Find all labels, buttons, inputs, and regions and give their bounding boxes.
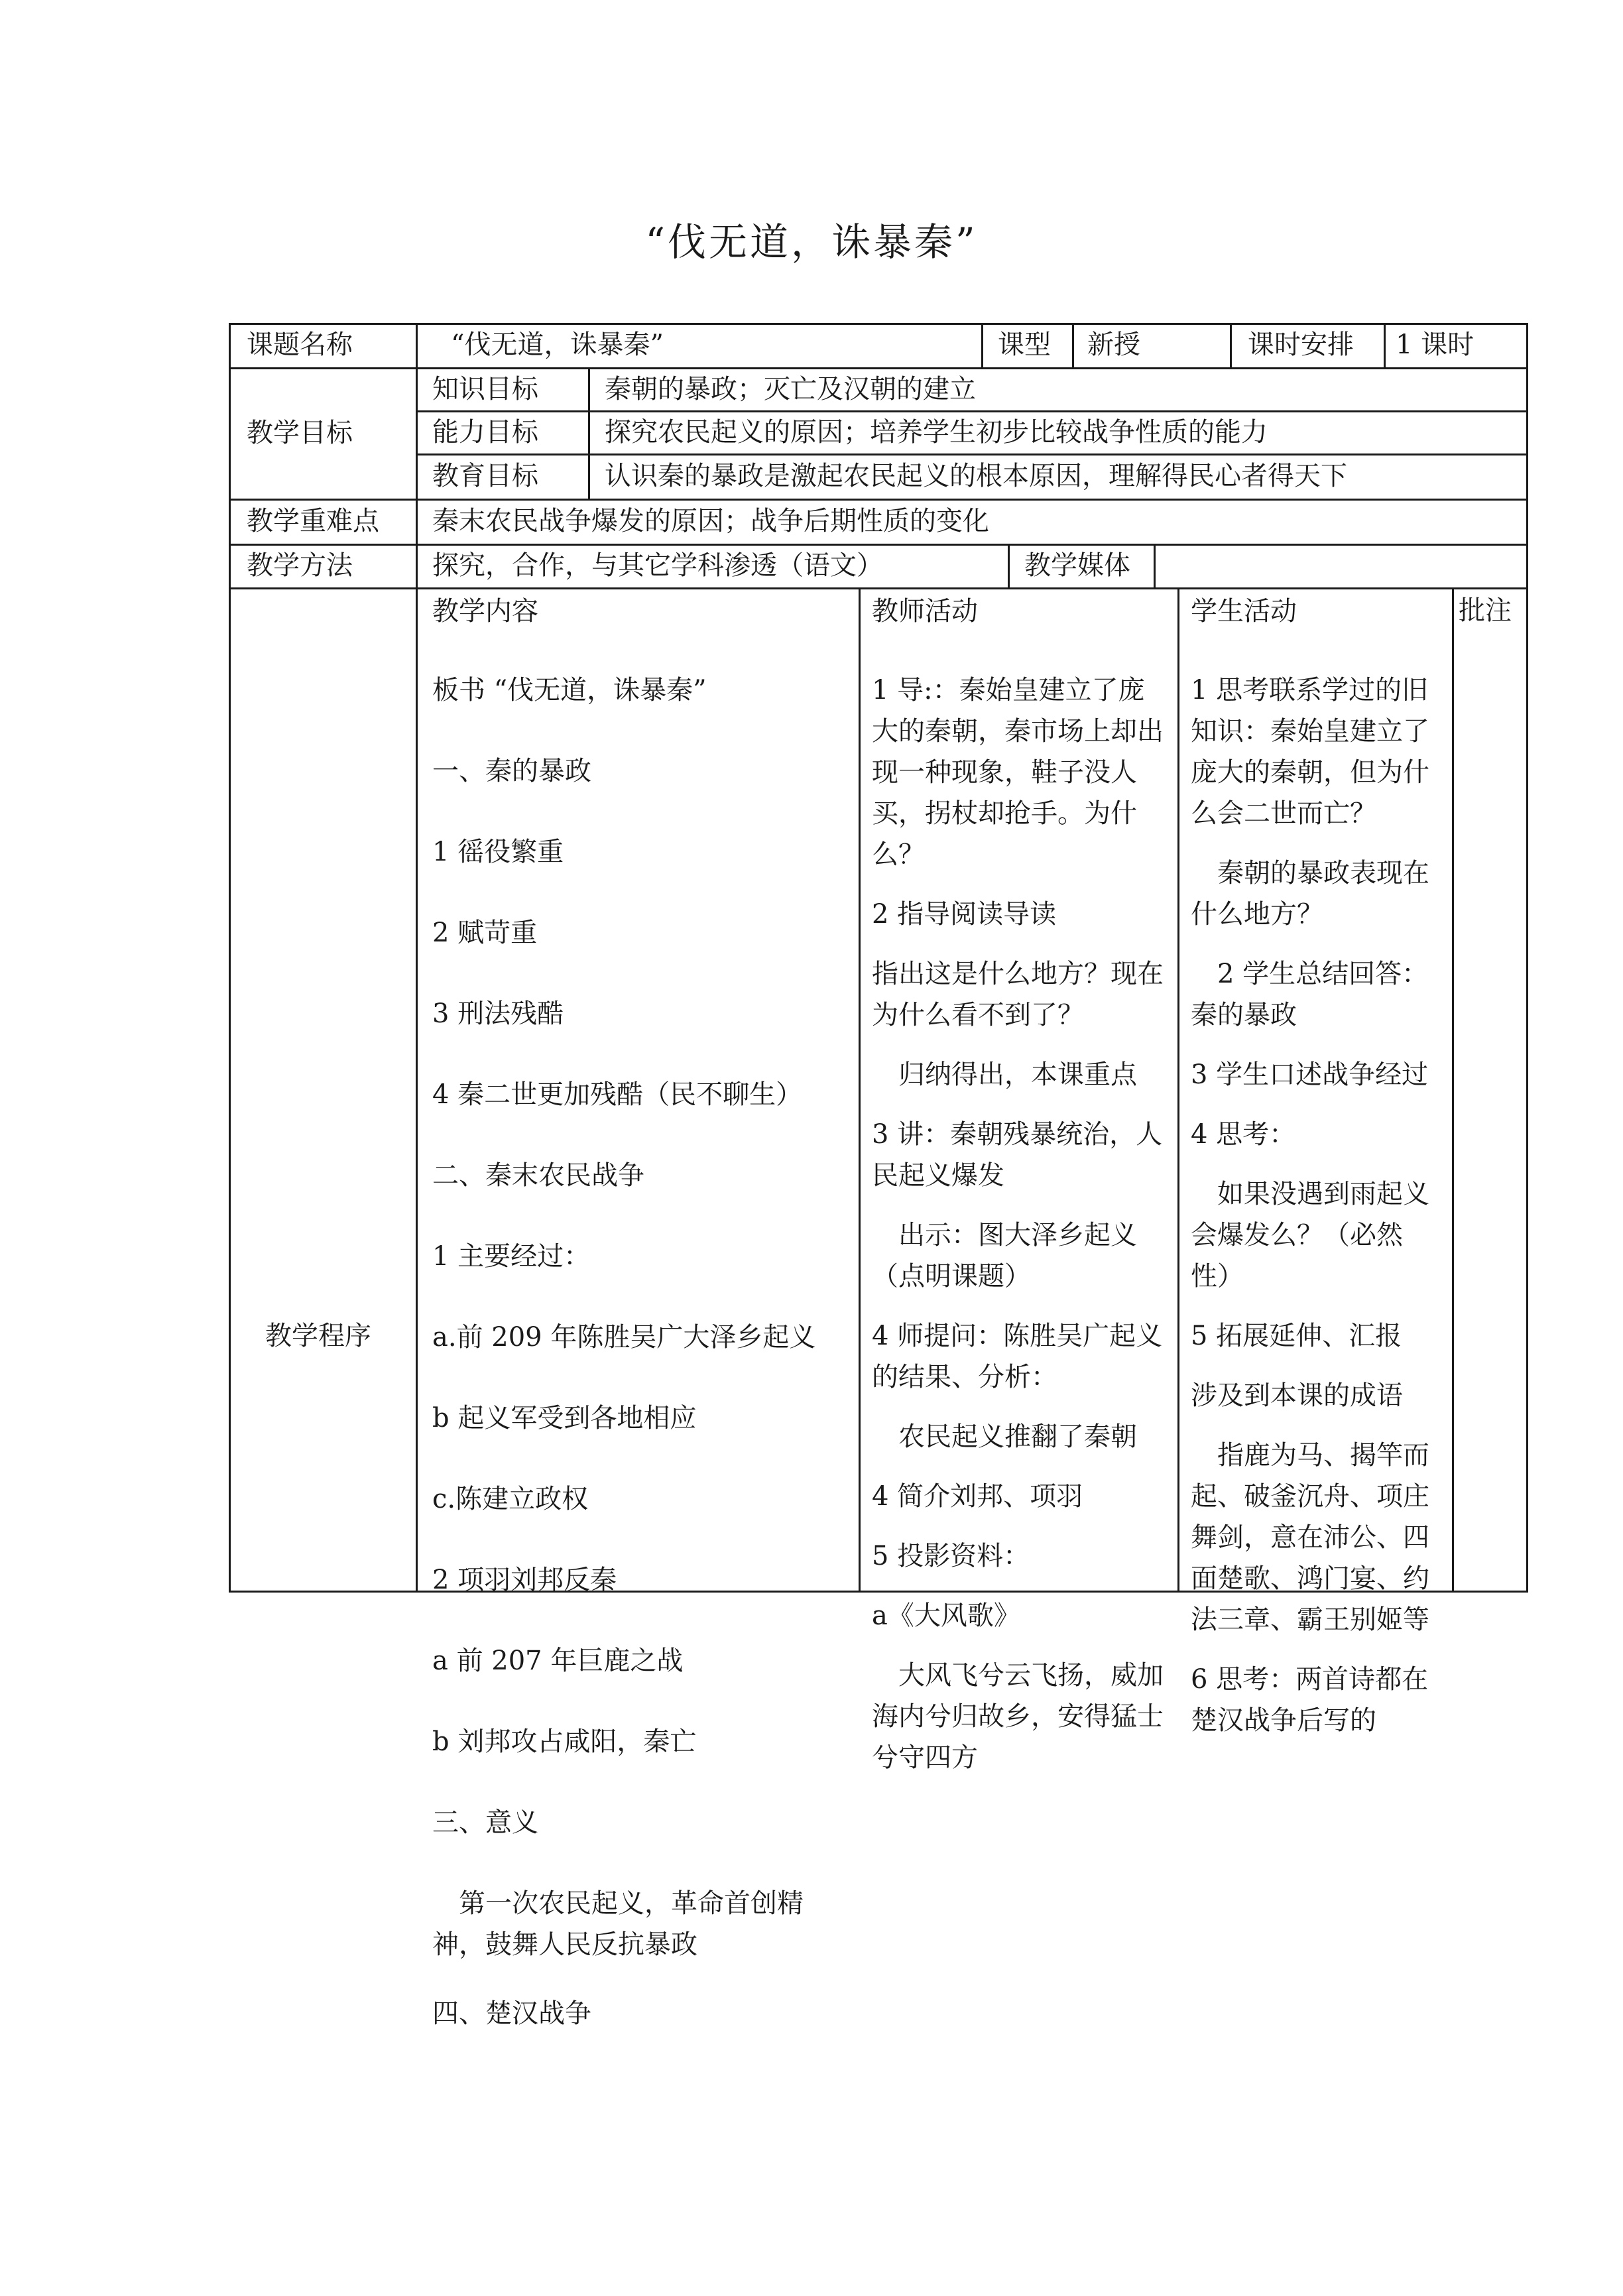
- content-line: 3 刑法残酷: [432, 998, 564, 1029]
- grid-line: [1154, 544, 1156, 587]
- method-text: 探究，合作，与其它学科渗透（语文）: [432, 550, 883, 581]
- grid-line: [416, 323, 418, 1593]
- goal-education-text: 认识秦的暴政是激起农民起义的根本原因，理解得民心者得天下: [605, 461, 1347, 491]
- teacher-line: 1 导:：秦始皇建立了庞大的秦朝，秦市场上却出现一种现象，鞋子没人买，拐杖却抢手。为什么？: [872, 675, 1164, 870]
- teacher-line: 3 讲：秦朝残暴统治，人民起义爆发: [872, 1119, 1163, 1191]
- content-line: 4 秦二世更加残酷（民不聊生）: [432, 1079, 803, 1110]
- content-line: 1 主要经过：: [432, 1241, 591, 1272]
- teacher-line: 4 师提问：陈胜吴广起义的结果、分析：: [872, 1321, 1163, 1392]
- teacher-line: 5 投影资料：: [872, 1541, 1030, 1571]
- col-header-student: 学生活动: [1191, 596, 1297, 627]
- media-label: 教学媒体: [1024, 550, 1130, 581]
- content-line: 1 徭役繁重: [432, 837, 564, 867]
- topic-label: 课题名称: [247, 330, 353, 360]
- student-line: 3 学生口述战争经过: [1191, 1059, 1429, 1090]
- col-header-content: 教学内容: [432, 596, 538, 627]
- grid-line: [1072, 323, 1074, 367]
- col-header-teacher: 教师活动: [872, 596, 978, 627]
- content-line: b 起义军受到各地相应: [432, 1403, 697, 1433]
- grid-line: [588, 367, 590, 499]
- content-line: c.陈建立政权: [432, 1484, 589, 1514]
- teacher-line: 2 指导阅读导读: [872, 899, 1057, 930]
- student-line: 如果没遇到雨起义会爆发么？（必然性）: [1191, 1179, 1429, 1292]
- student-line: 秦朝的暴政表现在什么地方？: [1191, 858, 1429, 930]
- goals-label: 教学目标: [247, 418, 353, 448]
- content-line: 二、秦末农民战争: [432, 1160, 644, 1191]
- lesson-type-label: 课型: [998, 330, 1051, 360]
- teacher-line: 大风飞兮云飞扬，威加海内兮归故乡，安得猛士兮守四方: [872, 1660, 1164, 1773]
- student-line: 5 拓展延伸、汇报: [1191, 1321, 1402, 1351]
- grid-line: [1452, 587, 1454, 1593]
- goal-education-label: 教育目标: [432, 461, 538, 491]
- hours-label: 课时安排: [1248, 330, 1354, 360]
- content-line: 第一次农民起义，革命首创精神，鼓舞人民反抗暴政: [432, 1888, 804, 1960]
- student-line: 6 思考：两首诗都在楚汉战争后写的: [1191, 1664, 1429, 1736]
- grid-line: [981, 323, 983, 367]
- content-line: 一、秦的暴政: [432, 756, 591, 786]
- topic-value: “伐无道，诛暴秦”: [451, 330, 664, 360]
- difficulty-text: 秦末农民战争爆发的原因；战争后期性质的变化: [432, 506, 989, 536]
- content-line: a.前 209 年陈胜吴广大泽乡起义: [432, 1322, 816, 1353]
- teacher-line: 4 简介刘邦、项羽: [872, 1481, 1083, 1512]
- grid-line: [1384, 323, 1386, 367]
- content-column: [432, 670, 843, 2074]
- teacher-line: 农民起义推翻了秦朝: [872, 1421, 1137, 1452]
- grid-line: [229, 587, 1528, 589]
- content-line: b 刘邦攻占咸阳，秦亡: [432, 1726, 697, 1757]
- method-label: 教学方法: [247, 550, 353, 581]
- content-line: 2 赋苛重: [432, 918, 538, 948]
- grid-line: [1230, 323, 1232, 367]
- goal-ability-text: 探究农民起义的原因；培养学生初步比较战争性质的能力: [605, 417, 1268, 448]
- teacher-line: 指出这是什么地方？现在为什么看不到了？: [872, 959, 1164, 1030]
- grid-line: [229, 499, 1528, 501]
- document-title: “伐无道，诛暴秦”: [645, 219, 978, 265]
- goal-ability-label: 能力目标: [432, 417, 538, 448]
- content-line: 板书 “伐无道，诛暴秦”: [432, 675, 707, 705]
- student-line: 4 思考：: [1191, 1119, 1296, 1150]
- content-line: 2 项羽刘邦反秦: [432, 1565, 617, 1595]
- student-line: 2 学生总结回答：秦的暴政: [1191, 959, 1429, 1030]
- lesson-type-value: 新授: [1087, 330, 1140, 360]
- grid-line: [229, 323, 231, 1593]
- difficulty-label: 教学重难点: [247, 506, 379, 536]
- content-line: 四、楚汉战争: [432, 1998, 591, 2029]
- procedure-label: 教学程序: [265, 1321, 371, 1351]
- teacher-line: 出示：图大泽乡起义（点明课题）: [872, 1220, 1137, 1292]
- grid-line: [859, 587, 861, 1593]
- content-line: a 前 207 年巨鹿之战: [432, 1646, 684, 1676]
- content-line: 三、意义: [432, 1807, 538, 1838]
- goal-knowledge-label: 知识目标: [432, 374, 538, 404]
- grid-line: [418, 453, 1528, 455]
- goal-knowledge-text: 秦朝的暴政；灭亡及汉朝的建立: [605, 374, 976, 404]
- teacher-column: [872, 670, 1167, 1778]
- student-line: 涉及到本课的成语: [1191, 1380, 1403, 1411]
- grid-line: [1008, 544, 1010, 587]
- teacher-line: 归纳得出，本课重点: [872, 1059, 1137, 1090]
- student-column: [1191, 670, 1441, 1741]
- col-header-remark: 批注: [1459, 595, 1512, 626]
- teacher-line: a《大风歌》: [872, 1601, 1020, 1631]
- grid-line: [1526, 323, 1528, 1593]
- grid-line: [1177, 587, 1179, 1593]
- hours-value: 1 课时: [1396, 330, 1474, 360]
- student-line: 1 思考联系学过的旧知识：秦始皇建立了庞大的秦朝，但为什么会二世而亡？: [1191, 675, 1429, 829]
- student-line: 指鹿为马、揭竿而起、破釜沉舟、项庄舞剑，意在沛公、四面楚歌、鸿门宴、约法三章、霸王别姬等: [1191, 1440, 1429, 1635]
